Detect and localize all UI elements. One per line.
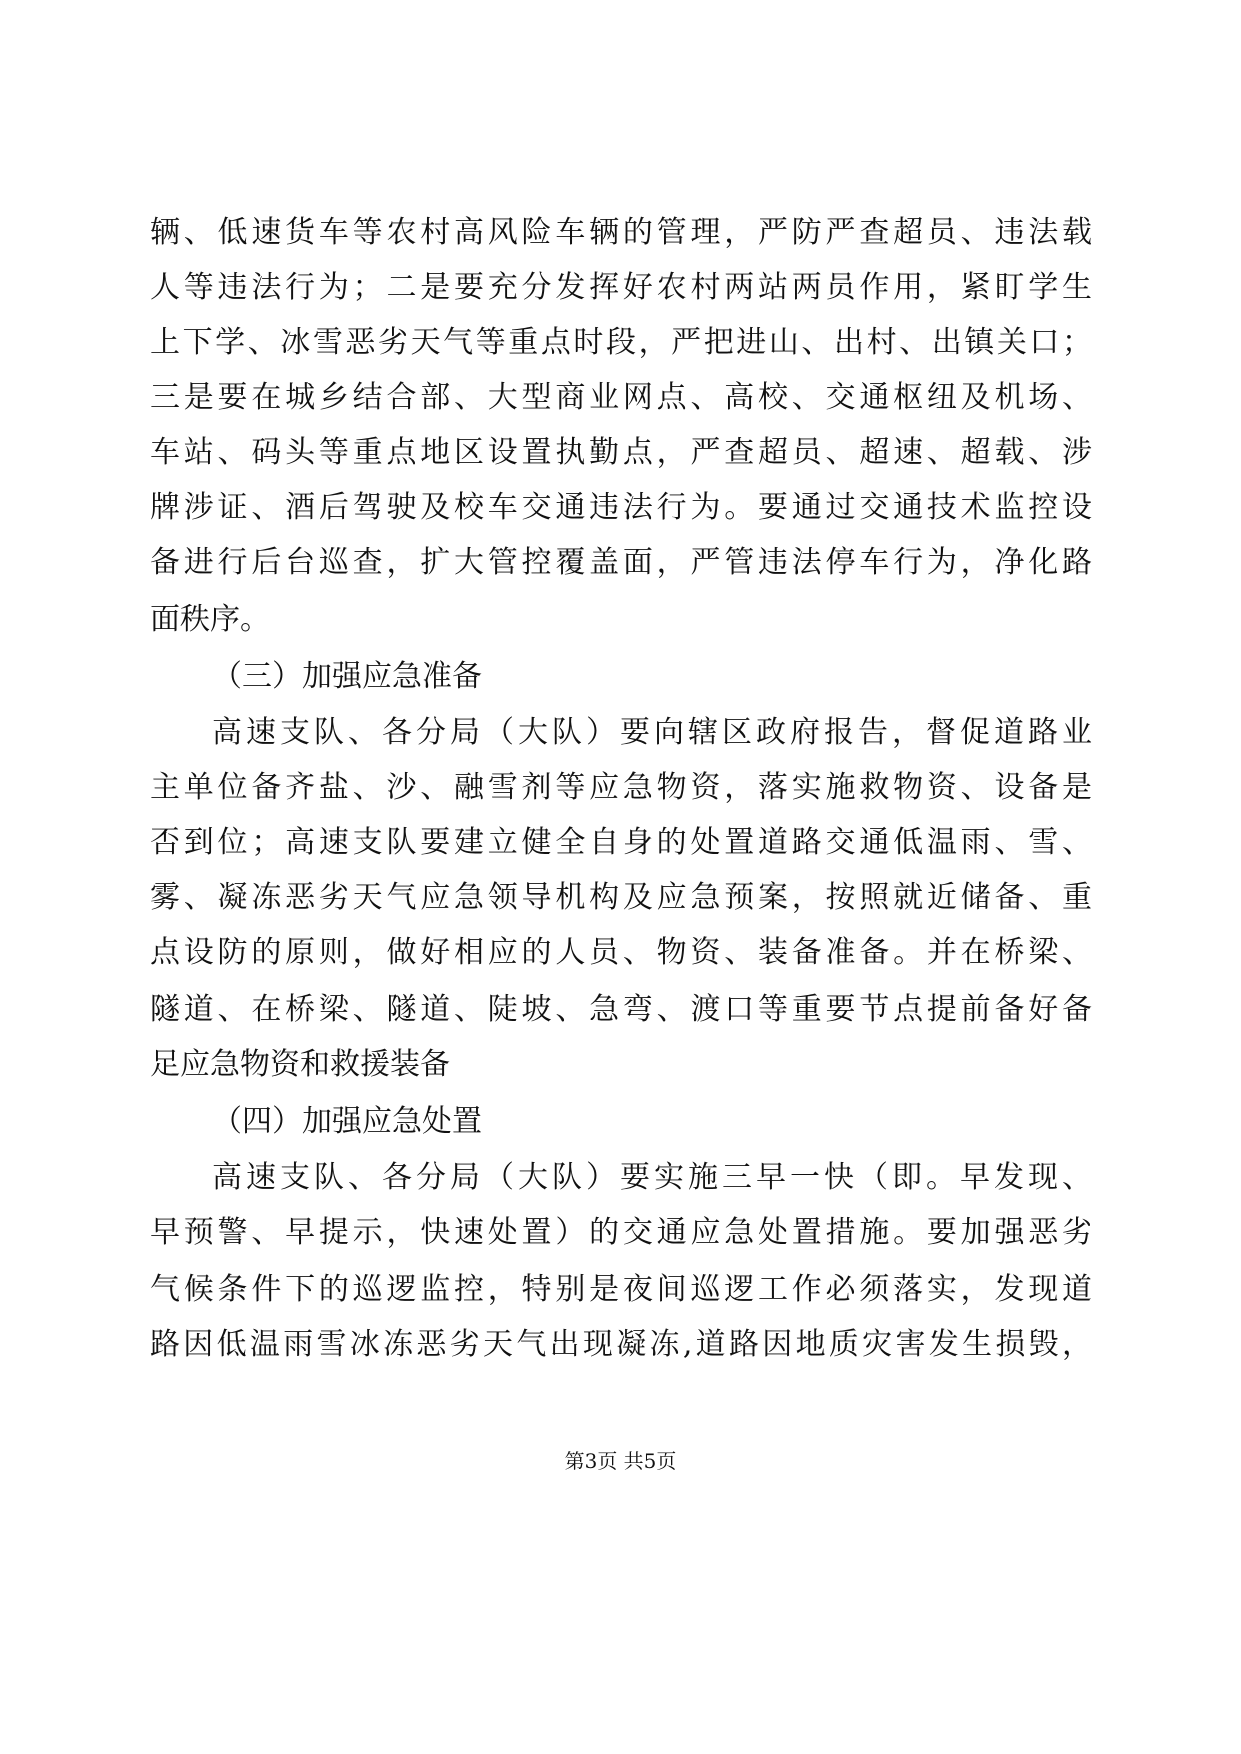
paragraph-line: 辆、低速货车等农村高风险车辆的管理，严防严查超员、违法载 bbox=[150, 215, 1092, 250]
paragraph-line: 上下学、冰雪恶劣天气等重点时段，严把进山、出村、出镇关口； bbox=[150, 325, 1092, 360]
paragraph-line: 主单位备齐盐、沙、融雪剂等应急物资，落实施救物资、设备是 bbox=[150, 770, 1092, 805]
paragraph-line: 备进行后台巡查，扩大管控覆盖面，严管违法停车行为，净化路 bbox=[150, 545, 1092, 580]
page-footer: 第3页 共5页 bbox=[564, 1449, 677, 1473]
paragraph-line: 牌涉证、酒后驾驶及校车交通违法行为。要通过交通技术监控设 bbox=[150, 490, 1092, 525]
paragraph-line: 路因低温雨雪冰冻恶劣天气出现凝冻,道路因地质灾害发生损毁， bbox=[150, 1327, 1092, 1362]
paragraph-line: 三是要在城乡结合部、大型商业网点、高校、交通枢纽及机场、 bbox=[150, 380, 1092, 415]
paragraph-line: 人等违法行为；二是要充分发挥好农村两站两员作用，紧盯学生 bbox=[150, 270, 1092, 305]
paragraph-line: 气候条件下的巡逻监控，特别是夜间巡逻工作必须落实，发现道 bbox=[150, 1272, 1092, 1307]
section-heading: （四）加强应急处置 bbox=[212, 1104, 482, 1139]
paragraph-line: 早预警、早提示，快速处置）的交通应急处置措施。要加强恶劣 bbox=[150, 1215, 1092, 1250]
paragraph-line: 车站、码头等重点地区设置执勤点，严查超员、超速、超载、涉 bbox=[150, 435, 1092, 470]
paragraph-line: 点设防的原则，做好相应的人员、物资、装备准备。并在桥梁、 bbox=[150, 935, 1092, 970]
section-heading: （三）加强应急准备 bbox=[212, 659, 482, 694]
paragraph-line: 面秩序。 bbox=[150, 602, 270, 637]
paragraph-line: 高速支队、各分局（大队）要向辖区政府报告，督促道路业 bbox=[212, 715, 1092, 750]
paragraph-line: 足应急物资和救援装备 bbox=[150, 1047, 450, 1082]
paragraph-line: 高速支队、各分局（大队）要实施三早一快（即。早发现、 bbox=[212, 1160, 1092, 1195]
paragraph-line: 隧道、在桥梁、隧道、陡坡、急弯、渡口等重要节点提前备好备 bbox=[150, 992, 1092, 1027]
paragraph-line: 雾、凝冻恶劣天气应急领导机构及应急预案，按照就近储备、重 bbox=[150, 880, 1092, 915]
paragraph-line: 否到位；高速支队要建立健全自身的处置道路交通低温雨、雪、 bbox=[150, 825, 1092, 860]
